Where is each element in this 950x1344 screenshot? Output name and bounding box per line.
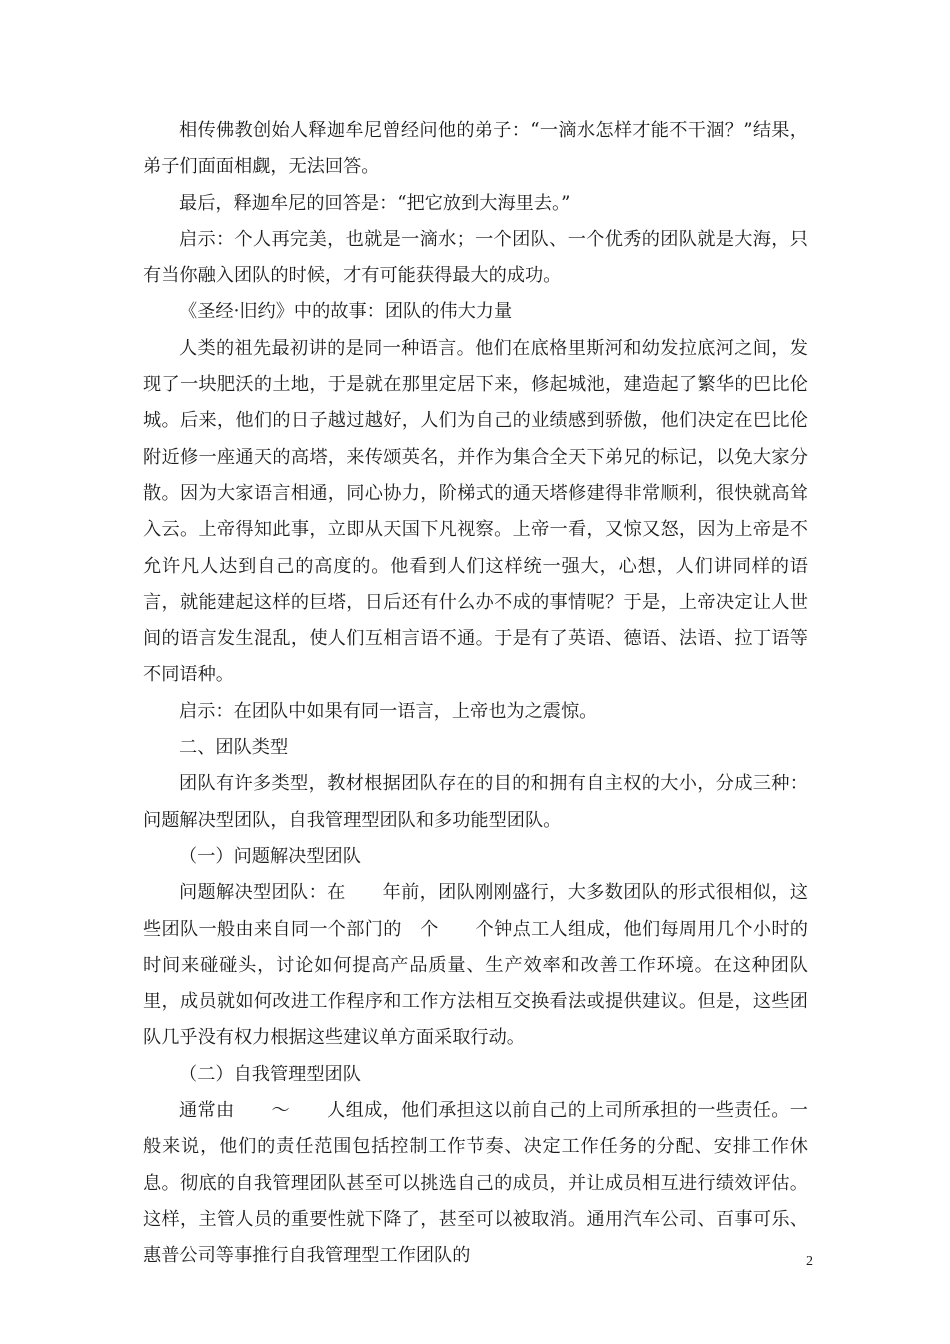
paragraph-revelation-1: 启示：个人再完美，也就是一滴水；一个团队、一个优秀的团队就是大海，只有当你融入团队的时候，才有可能获得最大的成功。 <box>143 228 808 287</box>
paragraph-bible-heading: 《圣经·旧约》中的故事：团队的伟大力量 <box>179 301 513 323</box>
paragraph-team-types-intro: 团队有许多类型，教材根据团队存在的目的和拥有自主权的大小，分成三种：问题解决型团队，自我管理型团队和多功能型团队。 <box>143 773 808 831</box>
paragraph-buddha-question: 相传佛教创始人释迦牟尼曾经问他的弟子：“一滴水怎样才能不干涸？”结果，弟子们面面相觑，无法回答。 <box>143 120 808 178</box>
subheading-self-managed-team: （二）自我管理型团队 <box>179 1063 361 1085</box>
paragraph-babel-story: 人类的祖先最初讲的是同一种语言。他们在底格里斯河和幼发拉底河之间，发现了一块肥沃的土地，于是就在那里定居下来，修起城池，建造起了繁华的巴比伦城。后来，他们的日子越过越好，人们为自己的业绩感到骄傲，他们决定在巴比伦附近修一座通天的高塔，来传颂英名，并作为集合全天下弟兄的标记，以免大家分散。因为大家语言相通，同心协力，阶梯式的通天塔修建得非常顺利，很快就高耸入云。上帝得知此事，立即从天国下凡视察。上帝一看，又惊又怒，因为上帝是不允许凡人达到自己的高度的。他看到人们这样统一强大，心想，人们讲同样的语言，就能建起这样的巨塔，日后还有什么办不成的事情呢？于是，上帝决定让人世间的语言发生混乱，使人们互相言语不通。于是有了英语、德语、法语、拉丁语等不同语种。 <box>143 337 808 686</box>
paragraph-problem-solving-team: 问题解决型团队：在 年前，团队刚刚盛行，大多数团队的形式很相似，这些团队一般由来自同一个部门的 个 个钟点工人组成，他们每周用几个小时的时间来碰碰头，讨论如何提高产品质量、生产效率和改善工作环境。在这种团队里，成员就如何改进工作程序和工作方法相互交换看法或提供建议。但是，这些团队几乎没有权力根据这些建议单方面采取行动。 <box>143 882 808 1049</box>
document-body <box>143 113 808 1275</box>
page-number: 2 <box>806 1254 813 1269</box>
paragraph-buddha-answer: 最后，释迦牟尼的回答是：“把它放到大海里去。” <box>179 192 571 214</box>
paragraph-self-managed-team: 通常由 ～ 人组成，他们承担这以前自己的上司所承担的一些责任。一般来说，他们的责任范围包括控制工作节奏、决定工作任务的分配、安排工作休息。彻底的自我管理团队甚至可以挑选自己的成员，并让成员相互进行绩效评估。这样，主管人员的重要性就下降了，甚至可以被取消。通用汽车公司、百事可乐、惠普公司等事推行自我管理型工作团队的 <box>143 1100 808 1267</box>
subheading-problem-solving-team: （一）问题解决型团队 <box>179 845 361 867</box>
section-heading-team-types: 二、团队类型 <box>179 737 289 759</box>
paragraph-revelation-2: 启示：在团队中如果有同一语言，上帝也为之震惊。 <box>179 700 598 722</box>
